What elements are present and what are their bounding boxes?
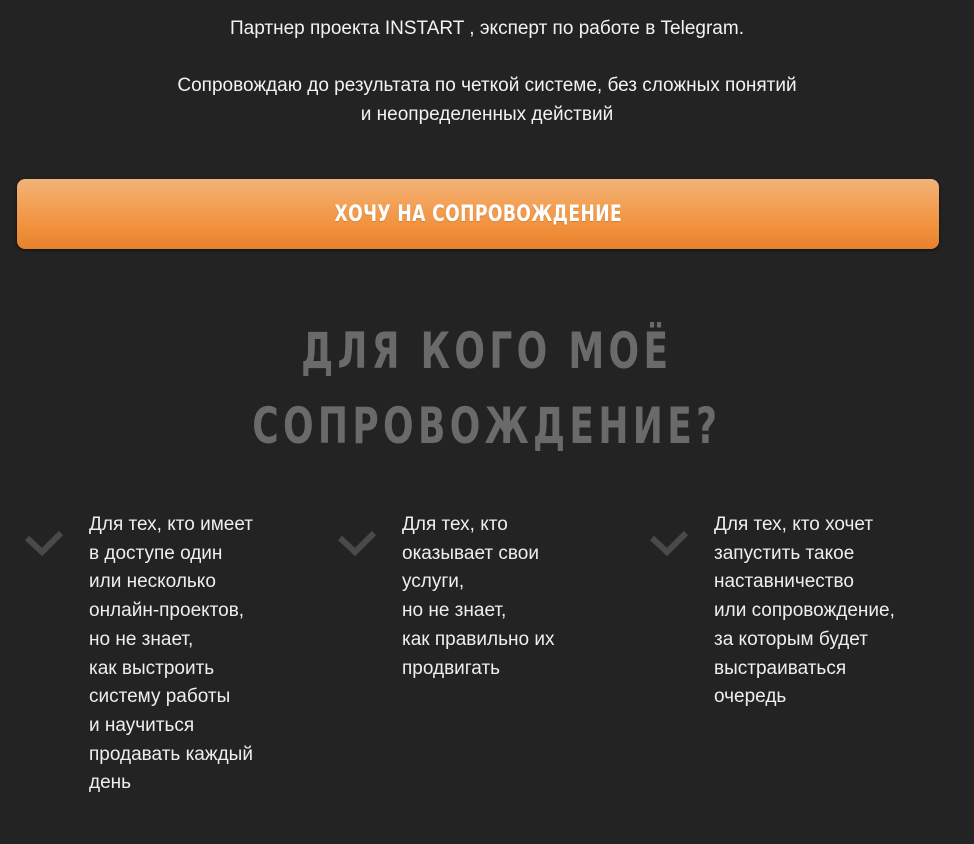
intro-partner-text: Партнер проекта INSTART , эксперт по работе в Telegram.: [230, 18, 744, 39]
check-icon: [338, 530, 376, 556]
audience-item-3: Для тех, кто хочет запустить такое наставничество или сопровождение, за которым будет выстраиваться очередь: [714, 514, 895, 708]
support-signup-button[interactable]: [17, 179, 939, 249]
intro-description-line-2: и неопределенных действий: [360, 104, 614, 125]
section-title-line-2: СОПРОВОЖДЕНИЕ?: [252, 397, 722, 455]
check-icon: [25, 530, 63, 556]
section-title-line-1: ДЛЯ КОГО МОЁ: [301, 322, 673, 380]
check-icon: [650, 530, 688, 556]
audience-item-2: Для тех, кто оказывает свои услуги, но не знает, как правильно их продвигать: [402, 514, 555, 679]
audience-item-1: Для тех, кто имеет в доступе один или несколько онлайн-проектов, но не знает, как выстроить систему работы и научиться продавать каждый день: [89, 514, 253, 794]
intro-description-line-1: Сопровождаю до результата по четкой системе, без сложных понятий: [177, 75, 797, 96]
support-signup-button-label: ХОЧУ НА СОПРОВОЖДЕНИЕ: [334, 201, 622, 227]
